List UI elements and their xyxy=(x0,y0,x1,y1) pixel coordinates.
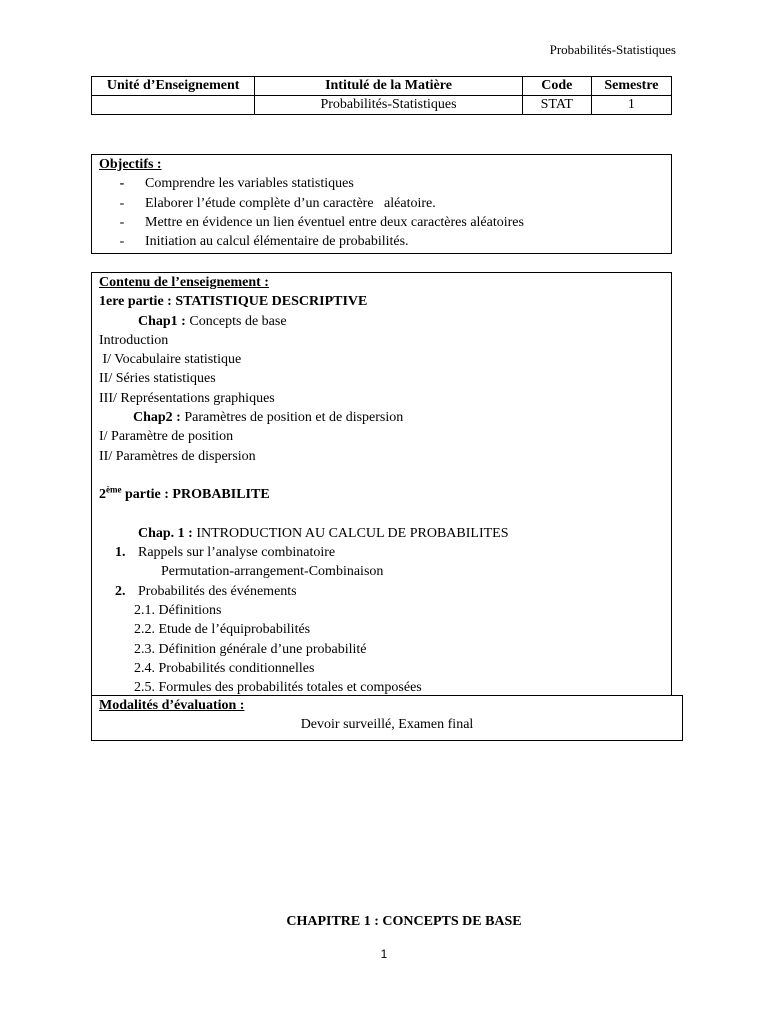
list-item: I/ Paramètre de position xyxy=(99,429,234,445)
course-info-table xyxy=(91,76,672,115)
objectives-heading: Objectifs : xyxy=(99,157,162,172)
list-item: - Mettre en évidence un lien éventuel entre deux caractères aléatoires xyxy=(99,213,664,232)
list-item: 2.1. Définitions xyxy=(134,603,222,619)
table-cell xyxy=(92,96,255,115)
content-box xyxy=(91,272,672,696)
chapter-2-heading: Chap2 : Paramètres de position et de dispersion xyxy=(133,410,404,426)
dash-bullet-icon: - xyxy=(119,214,125,230)
column-header: Code xyxy=(522,77,591,96)
list-item: 2.3. Définition générale d’une probabilité xyxy=(134,641,367,657)
list-item: III/ Représentations graphiques xyxy=(99,390,275,406)
list-item: 2. Probabilités des événements xyxy=(115,583,297,599)
list-item: Permutation-arrangement-Combinaison xyxy=(161,564,384,580)
dash-bullet-icon: - xyxy=(119,195,125,211)
part-1-title: 1ere partie : STATISTIQUE DESCRIPTIVE xyxy=(99,294,368,310)
list-item: - Comprendre les variables statistiques xyxy=(99,174,664,193)
list-item: - Initiation au calcul élémentaire de probabilités. xyxy=(99,232,664,251)
running-header: Probabilités-Statistiques xyxy=(549,42,676,57)
list-item: 2.5. Formules des probabilités totales et composées xyxy=(134,680,422,696)
dash-bullet-icon: - xyxy=(119,234,125,250)
list-item: II/ Séries statistiques xyxy=(99,371,216,387)
list-item: 1. Rappels sur l’analyse combinatoire xyxy=(115,545,336,561)
evaluation-heading: Modalités d’évaluation : xyxy=(99,698,245,713)
part-2-title: 2ème partie : PROBABILITE xyxy=(99,484,270,503)
objectives-box xyxy=(91,154,672,254)
list-item: Introduction xyxy=(99,332,169,348)
chapter-1-heading: Chap1 : Concepts de base xyxy=(138,313,287,329)
list-item: 2.2. Etude de l’équiprobabilités xyxy=(134,622,311,638)
chapter-title: CHAPITRE 1 : CONCEPTS DE BASE xyxy=(286,914,522,929)
table-cell: 1 xyxy=(591,96,671,115)
list-item: - Elaborer l’étude complète d’un caractère aléatoire. xyxy=(99,194,664,213)
evaluation-box xyxy=(91,695,683,741)
list-item: II/ Paramètres de dispersion xyxy=(99,448,256,464)
dash-bullet-icon: - xyxy=(119,176,125,192)
column-header: Semestre xyxy=(591,77,671,96)
list-item: 2.4. Probabilités conditionnelles xyxy=(134,660,315,676)
column-header: Unité d’Enseignement xyxy=(92,77,255,96)
part-2-chapter-heading: Chap. 1 : INTRODUCTION AU CALCUL DE PROBABILITES xyxy=(138,525,509,541)
table-cell: Probabilités-Statistiques xyxy=(255,96,522,115)
table-row xyxy=(92,96,672,115)
evaluation-text: Devoir surveillé, Examen final xyxy=(300,717,474,733)
table-cell: STAT xyxy=(522,96,591,115)
content-heading: Contenu de l’enseignement : xyxy=(99,275,269,290)
list-item: I/ Vocabulaire statistique xyxy=(99,352,242,368)
page-number: 1 xyxy=(380,947,388,961)
column-header: Intitulé de la Matière xyxy=(255,77,522,96)
table-header-row xyxy=(92,77,672,96)
